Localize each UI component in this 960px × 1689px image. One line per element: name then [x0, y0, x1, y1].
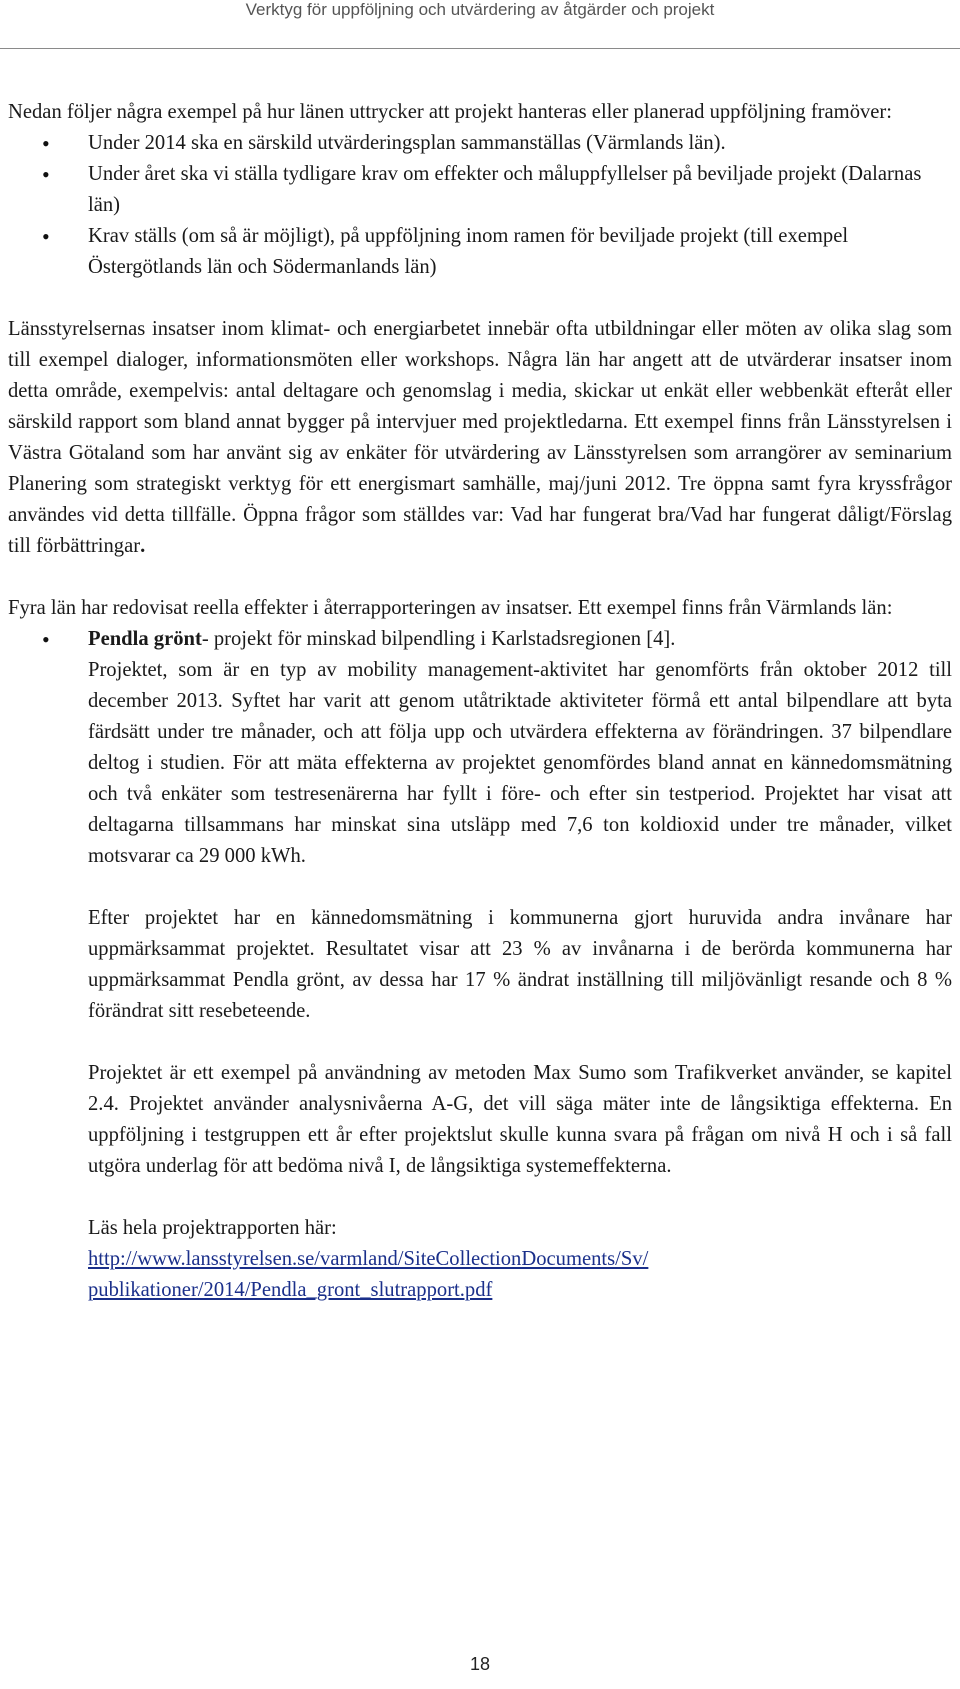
bullet-item: • Under 2014 ska en särskild utvärderingsplan sammanställas (Värmlands län). [8, 128, 952, 159]
pendla-description: Projektet, som är en typ av mobility management-aktivitet har genomförts från oktober 2012 till december 2013. Syftet har varit att genom utåtriktade aktiviteter förmå ett antal bilpendlare att byta färdsätt under tre månader, och att följa upp och utvärdera effekterna av förändringen. 37 bilpendlare deltog i studien. För att mäta effekterna av projektet genomfördes bland annat en kännedomsmätning och två enkäter som testresenärerna har fyllt i före- och efter sin testperiod. Projektet har visat att deltagarna tillsammans har minskat sina utsläpp med 7,6 ton koldioxid under tre månader, vilket motsvarar ca 29 000 kWh. [88, 659, 952, 867]
intro-paragraph: Nedan följer några exempel på hur länen uttrycker att projekt hanteras eller planerad uppföljning framöver: [8, 101, 893, 123]
pendla-maxsumo: Projektet är ett exempel på användning av metoden Max Sumo som Trafikverket använder, se kapitel 2.4. Projektet använder analysnivåerna A-G, det vill säga mäter inte de långsiktiga effekterna. En uppföljning i testgruppen ett år efter projektslut skulle kunna svara på frågan om nivå H och i så fall utgöra underlag för att bedöma nivå I, de långsiktiga systemeffekterna. [88, 1062, 952, 1177]
effects-paragraph: Fyra län har redovisat reella effekter i återrapporteringen av insatser. Ett exempel finns från Värmlands län: [8, 597, 893, 619]
bullet-item: • Krav ställs (om så är möjligt), på uppföljning inom ramen för beviljade projekt (till exempel Östergötlands län och Södermanlands län) [8, 221, 952, 283]
pendla-title-rest: - projekt för minskad bilpendling i Karlstadsregionen [4]. [201, 628, 676, 650]
bullet-item: • Under året ska vi ställa tydligare krav om effekter och måluppfyllelser på beviljade projekt (Dalarnas län) [8, 159, 952, 221]
document-body [8, 97, 952, 1306]
climate-paragraph-text: Länsstyrelsernas insatser inom klimat- och energiarbetet innebär ofta utbildningar eller möten av olika slag som till exempel dialoger, informationsmöten eller workshops. Några län har angett att de utvärderar insatser inom detta område, exempelvis: antal deltagare och genomslag i media, skickar ut enkät eller webbenkät efteråt eller särskild rapport som bland annat bygger på intervjuer med projektledarna. Ett exempel finns från Länsstyrelsen i Västra Götaland som har använt sig av enkäter för utvärdering av Länsstyrelsen som arrangörer av seminarium Planering som strategiskt verktyg för ett energismart samhälle, maj/juni 2012. Tre öppna samt fyra kryssfrågor användes vid detta tillfälle. Öppna frågor som ställdes var: Vad har fungerat bra/Vad har fungerat dåligt/Förslag till förbättringar [8, 318, 952, 557]
page-number: 18 [469, 1654, 491, 1674]
followup-bullet-list [8, 128, 952, 283]
report-link-line2[interactable]: publikationer/2014/Pendla_gront_slutrapport.pdf [88, 1279, 493, 1301]
pendla-followup: Efter projektet har en kännedomsmätning i kommunerna gjort huruvida andra invånare har uppmärksammat projektet. Resultatet visar att 23 % av invånarna i de berörda kommunerna har uppmärksammat Pendla grönt, av dessa har 17 % ändrat inställning till miljövänligt resande och 8 % förändrat sitt resebeteende. [88, 907, 952, 1022]
page-header [0, 0, 960, 49]
climate-paragraph-end: . [140, 535, 146, 557]
report-link[interactable] [8, 1244, 952, 1306]
pendla-bullet [8, 624, 952, 655]
example-bullet-list [8, 624, 952, 655]
pendla-title: Pendla grönt [88, 628, 202, 650]
report-link-line1[interactable]: http://www.lansstyrelsen.se/varmland/SiteCollectionDocuments/Sv/ [88, 1248, 649, 1270]
header-title: Verktyg för uppföljning och utvärdering av åtgärder och projekt [245, 0, 715, 19]
read-more-label: Läs hela projektrapporten här: [88, 1217, 337, 1239]
climate-paragraph [8, 314, 952, 562]
